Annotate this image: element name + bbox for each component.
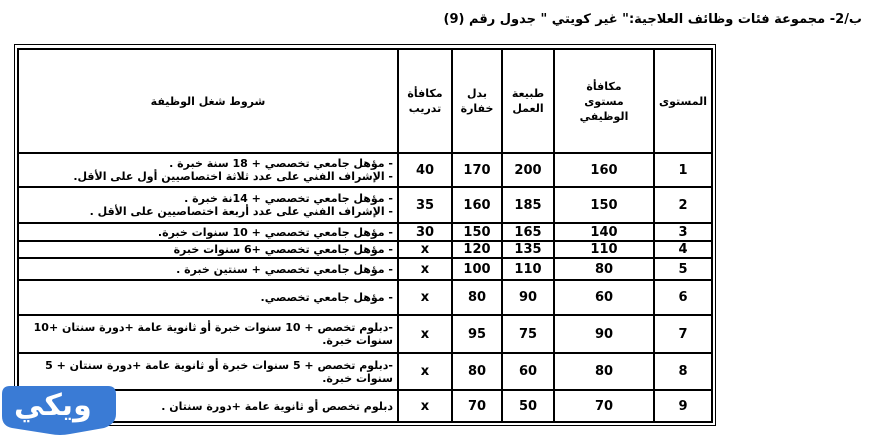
table-row — [18, 153, 712, 187]
cell-conditions: - مؤهل جامعي تخصصي. — [18, 280, 398, 315]
cell-conditions: -دبلوم تخصص + 10 سنوات خبرة أو ثانوية عامة +دورة سنتان +10 سنوات خبرة. — [18, 315, 398, 353]
cell-training: x — [398, 353, 452, 390]
cell-training: 35 — [398, 187, 452, 223]
cell-training: x — [398, 390, 452, 422]
cell-salary: 150 — [554, 187, 654, 223]
cell-nature: 75 — [502, 315, 554, 353]
cell-salary: 80 — [554, 258, 654, 280]
table-row — [18, 390, 712, 422]
table-row — [18, 223, 712, 241]
header-salary: مكافأة مستوى الوظيفي — [554, 49, 654, 153]
cell-duty: 80 — [452, 280, 502, 315]
cell-level: 4 — [654, 241, 712, 258]
header-conditions: شروط شغل الوظيفة — [18, 49, 398, 153]
cell-nature: 110 — [502, 258, 554, 280]
cell-level: 6 — [654, 280, 712, 315]
cell-nature: 90 — [502, 280, 554, 315]
cell-salary: 90 — [554, 315, 654, 353]
cell-level: 3 — [654, 223, 712, 241]
cell-training: 40 — [398, 153, 452, 187]
cell-salary: 140 — [554, 223, 654, 241]
cell-salary: 110 — [554, 241, 654, 258]
header-nature: طبيعة العمل — [502, 49, 554, 153]
table-row — [18, 187, 712, 223]
cell-level: 5 — [654, 258, 712, 280]
cell-duty: 120 — [452, 241, 502, 258]
cell-training: x — [398, 315, 452, 353]
data-table — [17, 48, 713, 423]
cell-conditions: - مؤهل جامعي تخصصي + 14نة خبرة . - الإشراف الفني على عدد أربعة اختصاصيين على الأقل . — [18, 187, 398, 223]
cell-duty: 150 — [452, 223, 502, 241]
cell-salary: 60 — [554, 280, 654, 315]
table-row — [18, 315, 712, 353]
cell-conditions: - مؤهل جامعي تخصصي + 10 سنوات خبرة. — [18, 223, 398, 241]
cell-conditions: دبلوم تخصص أو ثانوية عامة +دورة سنتان . — [18, 390, 398, 422]
cell-nature: 50 — [502, 390, 554, 422]
header-duty: بدل خفارة — [452, 49, 502, 153]
page-title: ب/2- مجموعة فئات وظائف العلاجية:" غير كويتي " جدول رقم (9) — [443, 12, 862, 27]
cell-salary: 160 — [554, 153, 654, 187]
cell-conditions: - مؤهل جامعي تخصصي + 18 سنة خبرة . - الإشراف الفني على عدد ثلاثة اختصاصيين أول على الأقل. — [18, 153, 398, 187]
cell-training: x — [398, 241, 452, 258]
cell-training: x — [398, 258, 452, 280]
cell-training: 30 — [398, 223, 452, 241]
cell-level: 8 — [654, 353, 712, 390]
cell-level: 1 — [654, 153, 712, 187]
cell-salary: 70 — [554, 390, 654, 422]
header-level: المستوى — [654, 49, 712, 153]
table-row — [18, 353, 712, 390]
cell-nature: 185 — [502, 187, 554, 223]
cell-duty: 95 — [452, 315, 502, 353]
cell-duty: 70 — [452, 390, 502, 422]
cell-conditions: - مؤهل جامعي تخصصي + سنتين خبرة . — [18, 258, 398, 280]
cell-conditions: - مؤهل جامعي تخصصي +6 سنوات خبرة — [18, 241, 398, 258]
table-row — [18, 258, 712, 280]
header-training: مكافأة تدريب — [398, 49, 452, 153]
cell-level: 7 — [654, 315, 712, 353]
cell-level: 2 — [654, 187, 712, 223]
cell-duty: 160 — [452, 187, 502, 223]
cell-level: 9 — [654, 390, 712, 422]
cell-nature: 200 — [502, 153, 554, 187]
cell-duty: 170 — [452, 153, 502, 187]
header-row — [18, 49, 712, 153]
cell-nature: 60 — [502, 353, 554, 390]
cell-nature: 135 — [502, 241, 554, 258]
cell-nature: 165 — [502, 223, 554, 241]
table-row — [18, 241, 712, 258]
cell-duty: 100 — [452, 258, 502, 280]
site-logo — [0, 380, 118, 436]
logo-text: ويكي — [14, 388, 92, 423]
cell-salary: 80 — [554, 353, 654, 390]
cell-training: x — [398, 280, 452, 315]
table-row — [18, 280, 712, 315]
cell-conditions: -دبلوم تخصص + 5 سنوات خبرة أو ثانوية عامة +دورة سنتان + 5 سنوات خبرة. — [18, 353, 398, 390]
cell-duty: 80 — [452, 353, 502, 390]
